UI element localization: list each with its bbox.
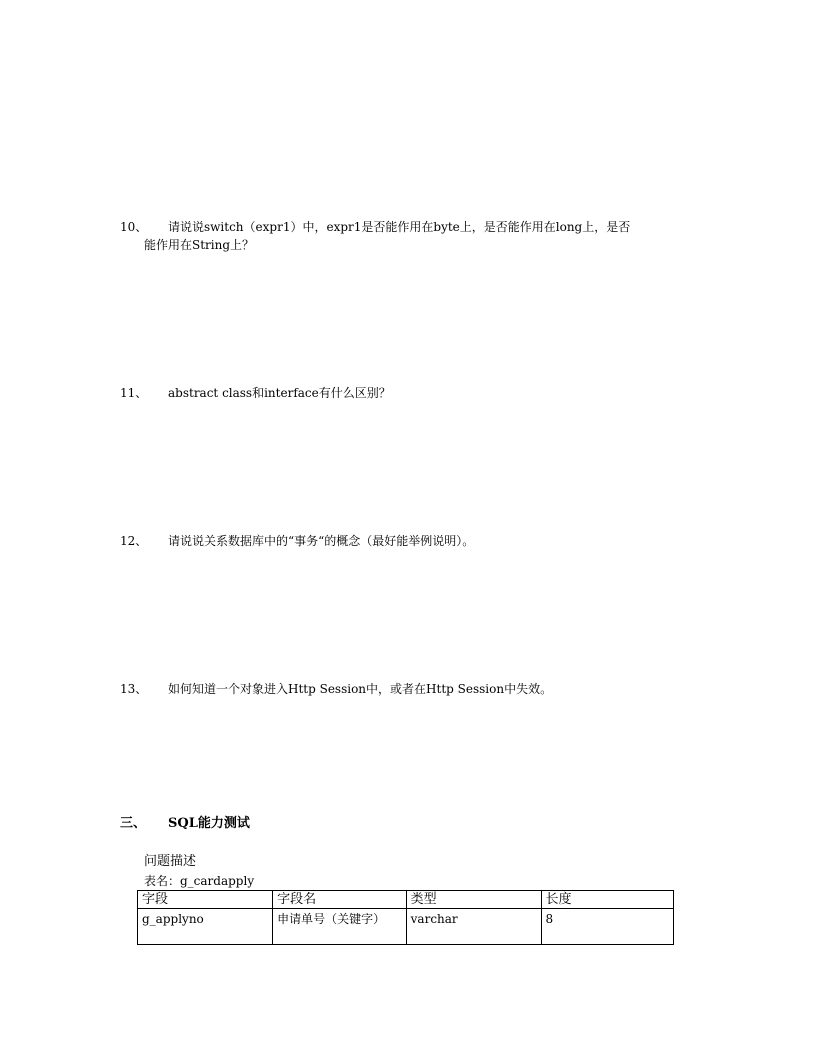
question-11 [120, 384, 700, 402]
question-number: 10、 [120, 220, 148, 234]
section-number: 三、 [120, 816, 147, 831]
table-row [138, 909, 674, 945]
question-text: abstract class和interface有什么区别？ [168, 386, 391, 400]
header-length: 长度 [541, 891, 673, 909]
header-field-name: 字段名 [273, 891, 407, 909]
section-heading [120, 815, 250, 833]
cell-length: 8 [541, 909, 673, 945]
cell-type: varchar [406, 909, 541, 945]
question-text: 请说说关系数据库中的“事务“的概念（最好能举例说明）。 [168, 534, 475, 548]
field-table [137, 890, 674, 945]
question-text: 如何知道一个对象进入Http Session中，或者在Http Session中失效。 [168, 682, 553, 696]
header-type: 类型 [406, 891, 541, 909]
question-13 [120, 680, 700, 698]
question-number: 13、 [120, 682, 148, 696]
table-name-label: 表名：g_cardapply [144, 874, 255, 888]
question-text-continued: 能作用在String上？ [144, 238, 255, 252]
cell-field: g_applyno [138, 909, 273, 945]
cell-field-name: 申请单号（关键字） [273, 909, 407, 945]
header-field: 字段 [138, 891, 273, 909]
section-title: SQL能力测试 [168, 816, 250, 831]
problem-description-label: 问题描述 [144, 854, 197, 869]
question-number: 12、 [120, 534, 148, 548]
question-12 [120, 532, 700, 550]
table-header-row [138, 891, 674, 909]
question-number: 11、 [120, 386, 148, 400]
question-10 [120, 218, 700, 254]
question-text: 请说说switch（expr1）中，expr1是否能作用在byte上，是否能作用在long上，是否 [168, 220, 631, 234]
